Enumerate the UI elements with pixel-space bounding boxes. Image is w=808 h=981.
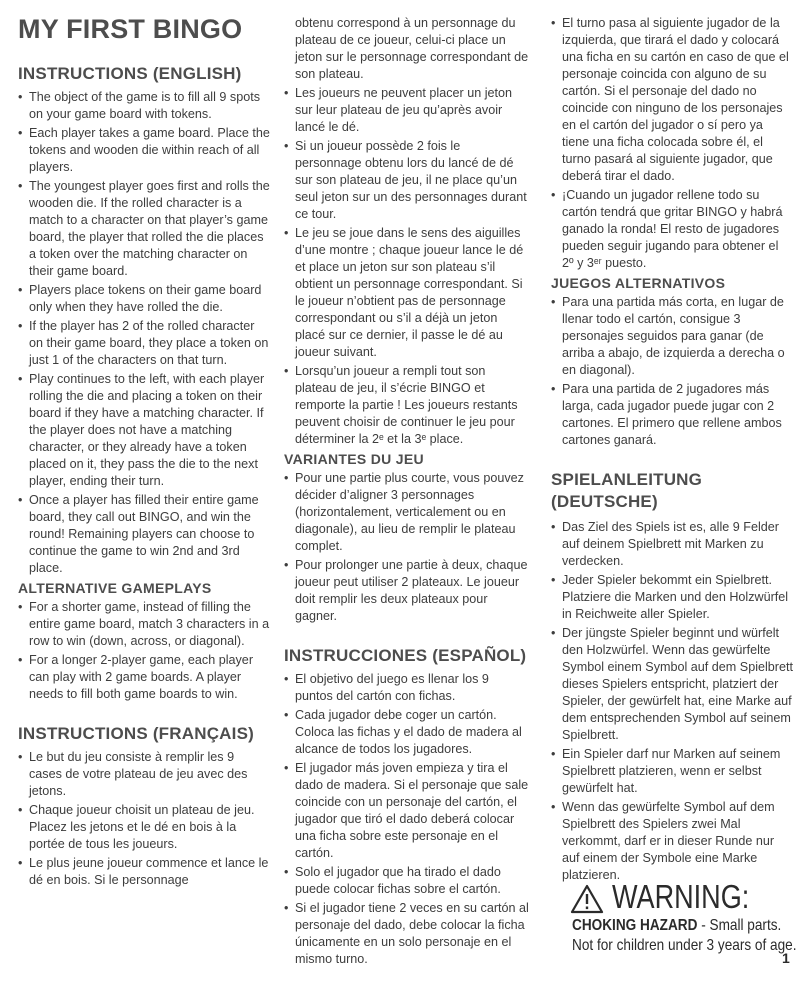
hazard-detail: - Small parts. xyxy=(697,917,782,934)
english-alt-list xyxy=(18,599,270,703)
warning-age-line: Not for children under 3 years of age. xyxy=(572,937,797,954)
list-item: • Le but du jeu consiste à remplir les 9 cases de votre plateau de jeu avec des jetons. xyxy=(18,749,270,800)
spanish-alt-list xyxy=(551,294,793,449)
list-item: • If the player has 2 of the rolled character on their game board, they place a token on just 1 of the characters on that turn. xyxy=(18,318,270,369)
warning-hazard-line xyxy=(572,917,781,935)
page-number: 1 xyxy=(782,950,790,966)
list-item: • Once a player has filled their entire game board, they call out BINGO, and win the round! Remaining players can choose to continue the game to win 2nd and 3rd place. xyxy=(18,492,270,577)
list-item: • Jeder Spieler bekommt ein Spielbrett. Platziere die Marken und den Holzwürfel in Reichweite aller Spieler. xyxy=(551,572,793,623)
list-item: • ¡Cuando un jugador rellene todo su cartón tendrá que gritar BINGO y habrá ganado la ronda! El resto de jugadores pueden seguir jugando para obtener el 2º y 3ᵉʳ puesto. xyxy=(551,187,793,272)
page-title: MY FIRST BINGO xyxy=(18,14,243,44)
list-item: • El jugador más joven empieza y tira el dado de madera. Si el personaje que sale coincide con un personaje del cartón, el jugador que tiró el dado deberá colocar una ficha sobre este personaje en el cartón. xyxy=(284,760,530,862)
list-item: • El turno pasa al siguiente jugador de la izquierda, que tirará el dado y colocará una ficha en su cartón en caso de que el personaje coincida con alguno de su cartón. Si el personaje del dado no coincide con ninguno de los personajes en el cartón del jugador o sí pero ya tiene una ficha colocada sobre él, el turno pasará al siguiente jugador, que deberá tirar el dado. xyxy=(551,15,793,185)
column-1 xyxy=(18,0,270,891)
list-item: • Si el jugador tiene 2 veces en su cartón al personaje del dado, debe colocar la ficha únicamente en un solo personaje en el mismo turno. xyxy=(284,900,530,968)
hazard-label: CHOKING HAZARD xyxy=(572,917,698,934)
list-item-continued: • obtenu correspond à un personnage du plateau de ce joueur, celui-ci place un jeton sur le personnage correspondant de son plateau. xyxy=(284,15,530,83)
list-item: • Each player takes a game board. Place the tokens and wooden die within reach of all players. xyxy=(18,125,270,176)
english-list xyxy=(18,89,270,577)
list-item: • Cada jugador debe coger un cartón. Coloca las fichas y el dado de madera al alcance de todos los jugadores. xyxy=(284,707,530,758)
list-item: • Der jüngste Spieler beginnt und würfelt den Holzwürfel. Wenn das gewürfelte Symbol einem Symbol auf dem Spielbrett dieses Spielers entspricht, platziert der Spieler, der gewürfelt hat, eine Marke auf dem entsprechenden Symbol auf seinem Spielbrett. xyxy=(551,625,793,744)
warning-triangle-icon xyxy=(570,884,604,914)
list-item: • For a shorter game, instead of filling the entire game board, match 3 characters in a row to win (down, across, or diagonal). xyxy=(18,599,270,650)
list-item: • Players place tokens on their game board only when they have rolled the die. xyxy=(18,282,270,316)
list-item: • For a longer 2-player game, each player can play with 2 game boards. A player needs to fill both game boards to win. xyxy=(18,652,270,703)
list-item: • Para una partida de 2 jugadores más larga, cada jugador puede jugar con 2 cartones. El primero que rellene ambos cartones ganará. xyxy=(551,381,793,449)
list-item: • Solo el jugador que ha tirado el dado puede colocar fichas sobre el cartón. xyxy=(284,864,530,898)
spanish-list-part1 xyxy=(284,671,530,968)
list-item: • Para una partida más corta, en lugar de llenar todo el cartón, consigue 3 personajes seguidos para ganar (de arriba a abajo, de izquierda a derecha o en diagonal). xyxy=(551,294,793,379)
list-item: • Das Ziel des Spiels ist es, alle 9 Felder auf deinem Spielbrett mit Marken zu verdecken. xyxy=(551,519,793,570)
warning-word: WARNING: xyxy=(612,878,750,915)
english-alt-heading: ALTERNATIVE GAMEPLAYS xyxy=(18,580,212,596)
french-alt-list xyxy=(284,470,530,625)
spanish-heading: INSTRUCCIONES (ESPAÑOL) xyxy=(284,646,527,665)
column-3 xyxy=(551,0,793,886)
list-item: • Si un joueur possède 2 fois le personnage obtenu lors du lancé de dé sur son plateau de jeu, il ne place qu’un seul jeton sur un des personnages durant ce tour. xyxy=(284,138,530,223)
list-item: • Wenn das gewürfelte Symbol auf dem Spielbrett des Spielers zwei Mal verkommt, darf er in dieser Runde nur auf einem der Symbole eine Marke platzieren. xyxy=(551,799,793,884)
list-item: • El objetivo del juego es llenar los 9 puntos del cartón con fichas. xyxy=(284,671,530,705)
list-item: • Pour une partie plus courte, vous pouvez décider d’aligner 3 personnages (horizontalement, verticalement ou en diagonale), au lieu de remplir le plateau complet. xyxy=(284,470,530,555)
list-item: • Lorsqu’un joueur a rempli tout son plateau de jeu, il s’écrie BINGO et remporte la partie ! Les joueurs restants peuvent choisir de continuer le jeu pour déterminer la 2ᵉ et la 3ᵉ place. xyxy=(284,363,530,448)
french-list-part1 xyxy=(18,749,270,889)
french-list-part2 xyxy=(284,15,530,448)
spanish-list-part2 xyxy=(551,15,793,272)
list-item: • Play continues to the left, with each player rolling the die and placing a token on their board if they have a matching character. If the player does not have a matching character, or they already have a token placed on it, they pass the die to the next player, ending their turn. xyxy=(18,371,270,490)
german-heading: SPIELANLEITUNG (DEUTSCHE) xyxy=(551,470,703,511)
german-list xyxy=(551,519,793,884)
french-heading: INSTRUCTIONS (FRANÇAIS) xyxy=(18,724,254,743)
list-item: • Ein Spieler darf nur Marken auf seinem Spielbrett platzieren, wenn er selbst gewürfelt hat. xyxy=(551,746,793,797)
list-item: • The object of the game is to fill all 9 spots on your game board with tokens. xyxy=(18,89,270,123)
list-item: • Le plus jeune joueur commence et lance le dé en bois. Si le personnage xyxy=(18,855,270,889)
list-item: • Les joueurs ne peuvent placer un jeton sur leur plateau de jeu qu’après avoir lancé le dé. xyxy=(284,85,530,136)
spanish-alt-heading: JUEGOS ALTERNATIVOS xyxy=(551,275,726,291)
french-alt-heading: VARIANTES DU JEU xyxy=(284,451,424,467)
list-item: • The youngest player goes first and rolls the wooden die. If the rolled character is a match to a character on that player’s game board, the player that rolled the die places a token over the matching character on their game board. xyxy=(18,178,270,280)
list-item: • Chaque joueur choisit un plateau de jeu. Placez les jetons et le dé en bois à la portée de tous les joueurs. xyxy=(18,802,270,853)
list-item: • Pour prolonger une partie à deux, chaque joueur peut utiliser 2 plateaux. Le joueur doit remplir les deux plateaux pour gagner. xyxy=(284,557,530,625)
choking-warning xyxy=(570,878,797,960)
list-item: • Le jeu se joue dans le sens des aiguilles d’une montre ; chaque joueur lance le dé et place un jeton sur son plateau s’il obtient un personnage correspondant. Si le joueur n’obtient pas de personnage correspondant ou s’il a déjà un jeton placé sur ce dernier, il passe le dé au joueur suivant. xyxy=(284,225,530,361)
column-2 xyxy=(284,0,530,970)
english-heading: INSTRUCTIONS (ENGLISH) xyxy=(18,64,242,83)
